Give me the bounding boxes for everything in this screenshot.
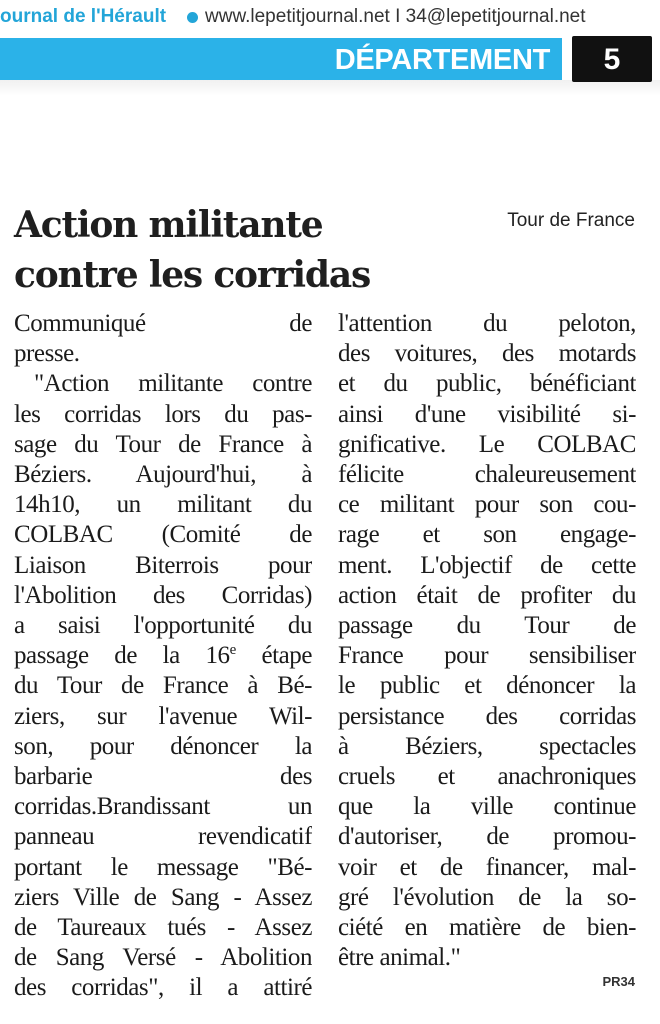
text-line: du Tour de France à Bé- <box>14 672 312 700</box>
text-line: sage du Tour de France à <box>14 430 312 458</box>
text-line: portant le message "Bé- <box>14 853 312 881</box>
headline-line: contre les corridas <box>14 254 371 296</box>
text-line: persistance des corridas <box>338 702 636 730</box>
text-line: presse. <box>14 340 80 368</box>
text-line: et du public, bénéficiant <box>338 370 636 398</box>
article-headline <box>14 200 464 300</box>
text-line: être animal." <box>338 944 461 972</box>
text-line: a saisi l'opportunité du <box>14 612 312 640</box>
text-line: ainsi d'une visibilité si- <box>338 400 636 428</box>
section-label: DÉPARTEMENT <box>334 44 550 76</box>
section-divider <box>0 80 660 96</box>
text-line: son, pour dénoncer la <box>14 732 312 760</box>
text-line: d'autoriser, de promou- <box>338 823 636 851</box>
text-line: des voitures, des motards <box>338 340 636 368</box>
text-line: des corridas", il a attiré <box>14 974 312 1002</box>
text-line: ziers, sur l'avenue Wil- <box>14 702 312 730</box>
text-line: l'Abolition des Corridas) <box>14 581 312 609</box>
text-line: félicite chaleureusement <box>338 461 636 489</box>
article-column-left <box>14 309 312 1004</box>
publication-name: ournal de l'Hérault <box>0 6 167 27</box>
text-line: Liaison Biterrois pour <box>14 551 312 579</box>
text-line: rage et son engage- <box>338 521 636 549</box>
text-line: de Sang Versé - Abolition <box>14 944 312 972</box>
text-line: Communiqué de <box>14 310 312 337</box>
text-line: gnificative. Le COLBAC <box>338 430 636 458</box>
text-line: cruels et anachroniques <box>338 763 636 791</box>
text-line: l'attention du peloton, <box>338 310 636 337</box>
text-line: le public et dénoncer la <box>338 672 636 700</box>
section-bar <box>0 38 562 80</box>
text-line: panneau revendicatif <box>14 823 312 851</box>
text-line: corridas.Brandissant un <box>14 793 312 821</box>
text-line: Béziers. Aujourd'hui, à <box>14 461 312 489</box>
masthead-contact: www.lepetitjournal.net I 34@lepetitjournal.net <box>205 6 586 27</box>
article-column-right <box>338 309 636 973</box>
text-line: "Action militante contre <box>34 370 312 398</box>
text-line: de Taureaux tués - Assez <box>14 914 312 942</box>
text-line: France pour sensibiliser <box>338 642 636 670</box>
etape-superscript: e <box>229 642 236 659</box>
article-kicker: Tour de France <box>507 210 635 231</box>
text-line: ment. L'objectif de cette <box>338 551 636 579</box>
text-fragment: passage de la 16 <box>14 642 230 670</box>
text-line: les corridas lors du pas- <box>14 400 312 428</box>
text-line: à Béziers, spectacles <box>338 732 636 760</box>
text-line: ciété en matière de bien- <box>338 914 636 942</box>
text-line: action était de profiter du <box>338 581 636 609</box>
text-fragment: étape <box>235 642 312 670</box>
page-number-badge: 5 <box>572 36 652 82</box>
masthead <box>0 0 660 34</box>
separator-dot-icon <box>187 12 198 23</box>
text-line: barbarie des <box>14 763 312 791</box>
text-line: COLBAC (Comité de <box>14 521 312 549</box>
text-line: passage du Tour de <box>338 612 636 640</box>
text-line <box>14 641 312 671</box>
text-line: voir et de financer, mal- <box>338 853 636 881</box>
text-line: gré l'évolution de la so- <box>338 883 636 911</box>
text-line: que la ville continue <box>338 793 636 821</box>
text-line: ce militant pour son cou- <box>338 491 636 519</box>
author-signature: PR34 <box>602 974 635 989</box>
text-line: ziers Ville de Sang - Assez <box>14 883 312 911</box>
text-line: 14h10, un militant du <box>14 491 312 519</box>
headline-line: Action militante <box>14 204 323 246</box>
